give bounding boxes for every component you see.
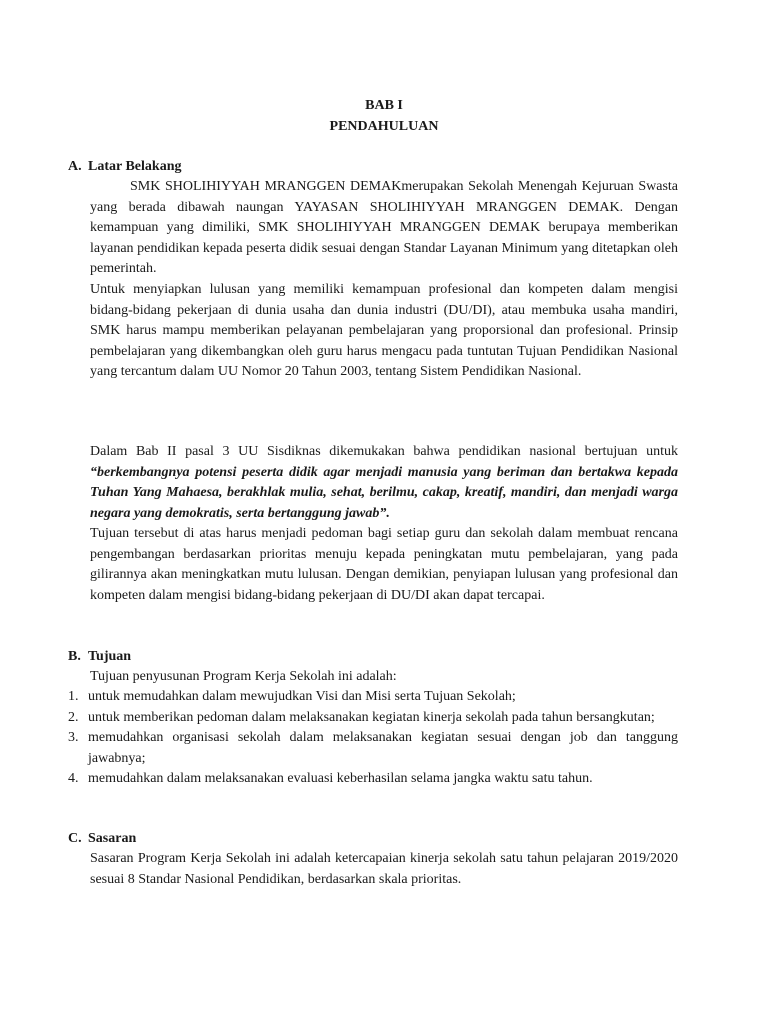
list-item xyxy=(68,687,678,708)
section-a-paragraph-3-intro: Dalam Bab II pasal 3 UU Sisdiknas dikemukakan bahwa pendidikan nasional bertujuan untuk xyxy=(90,444,678,459)
section-a-paragraph-2: Untuk menyiapkan lulusan yang memiliki kemampuan profesional dan kompeten dalam mengisi bidang-bidang pekerjaan di dunia usaha dan dunia industri (DU/DI), atau membuka usaha mandiri, SMK harus mampu memberikan pelayanan pembelajaran yang proporsional dan profesional. Prinsip pembelajaran yang dikembangkan oleh guru harus mengacu pada tuntutan Tujuan Pendidikan Nasional yang tercantum dalam UU Nomor 20 Tahun 2003, tentang Sistem Pendidikan Nasional. xyxy=(90,282,678,379)
section-b-title: Tujuan xyxy=(88,649,132,664)
chapter-label: BAB I xyxy=(365,98,403,113)
list-item-number: 4. xyxy=(68,771,79,786)
list-item xyxy=(68,769,678,790)
section-b-heading xyxy=(68,647,131,668)
list-item-text: untuk memberikan pedoman dalam melaksanakan kegiatan kinerja sekolah pada tahun bersangkutan; xyxy=(88,709,655,725)
section-b-intro: Tujuan penyusunan Program Kerja Sekolah ini adalah: xyxy=(90,669,397,684)
education-goal-quote: “berkembangnya potensi peserta didik agar menjadi manusia yang beriman dan bertakwa kepada Tuhan Yang Mahaesa, berakhlak mulia, sehat, berilmu, cakap, kreatif, mandiri, dan menjadi warga negara yang demokratis, serta bertanggung jawab”. xyxy=(90,464,678,521)
section-c-paragraph: Sasaran Program Kerja Sekolah ini adalah ketercapaian kinerja sekolah satu tahun pelajaran 2019/2020 sesuai 8 Standar Nasional Pendidikan, berdasarkan skala prioritas. xyxy=(90,851,678,887)
objectives-list xyxy=(68,687,678,790)
chapter-title: PENDAHULUAN xyxy=(329,119,439,134)
list-item-text: untuk memudahkan dalam mewujudkan Visi dan Misi serta Tujuan Sekolah; xyxy=(88,689,516,704)
section-c-heading xyxy=(68,829,136,850)
section-a-paragraph-1: SMK SHOLIHIYYAH MRANGGEN DEMAKmerupakan Sekolah Menengah Kejuruan Swasta yang berada dibawah naungan YAYASAN SHOLIHIYYAH MRANGGEN DEMAK. Dengan kemampuan yang dimiliki, SMK SHOLIHIYYAH MRANGGEN DEMAK berupaya memberikan layanan pendidikan kepada peserta didik sesuai dengan Standar Layanan Minimum yang ditetapkan oleh pemerintah. xyxy=(90,179,678,276)
section-a-letter: A. xyxy=(68,159,82,174)
list-item-text: memudahkan organisasi sekolah dalam melaksanakan kegiatan sesuai dengan job dan tanggung jawabnya; xyxy=(88,730,678,766)
section-a-paragraph-3 xyxy=(90,442,678,524)
list-item-number: 3. xyxy=(68,730,79,745)
section-a-heading xyxy=(68,157,181,178)
section-c-title: Sasaran xyxy=(88,831,137,846)
section-a-title: Latar Belakang xyxy=(88,159,182,174)
section-a-paragraph-4: Tujuan tersebut di atas harus menjadi pedoman bagi setiap guru dan sekolah dalam membuat rencana pengembangan berdasarkan prioritas menuju kepada peningkatan mutu pembelajaran, yang pada gilirannya akan meningkatkan mutu lulusan. Dengan demikian, penyiapan lulusan yang profesional dan kompeten dalam mengisi bidang-bidang pekerjaan di DU/DI akan dapat tercapai. xyxy=(90,526,678,603)
section-c-letter: C. xyxy=(68,831,82,846)
list-item-number: 1. xyxy=(68,689,79,704)
list-item xyxy=(68,728,678,769)
section-b-letter: B. xyxy=(68,649,81,664)
list-item xyxy=(68,708,678,729)
list-item-text: memudahkan dalam melaksanakan evaluasi keberhasilan selama jangka waktu satu tahun. xyxy=(88,771,593,786)
list-item-number: 2. xyxy=(68,709,79,725)
